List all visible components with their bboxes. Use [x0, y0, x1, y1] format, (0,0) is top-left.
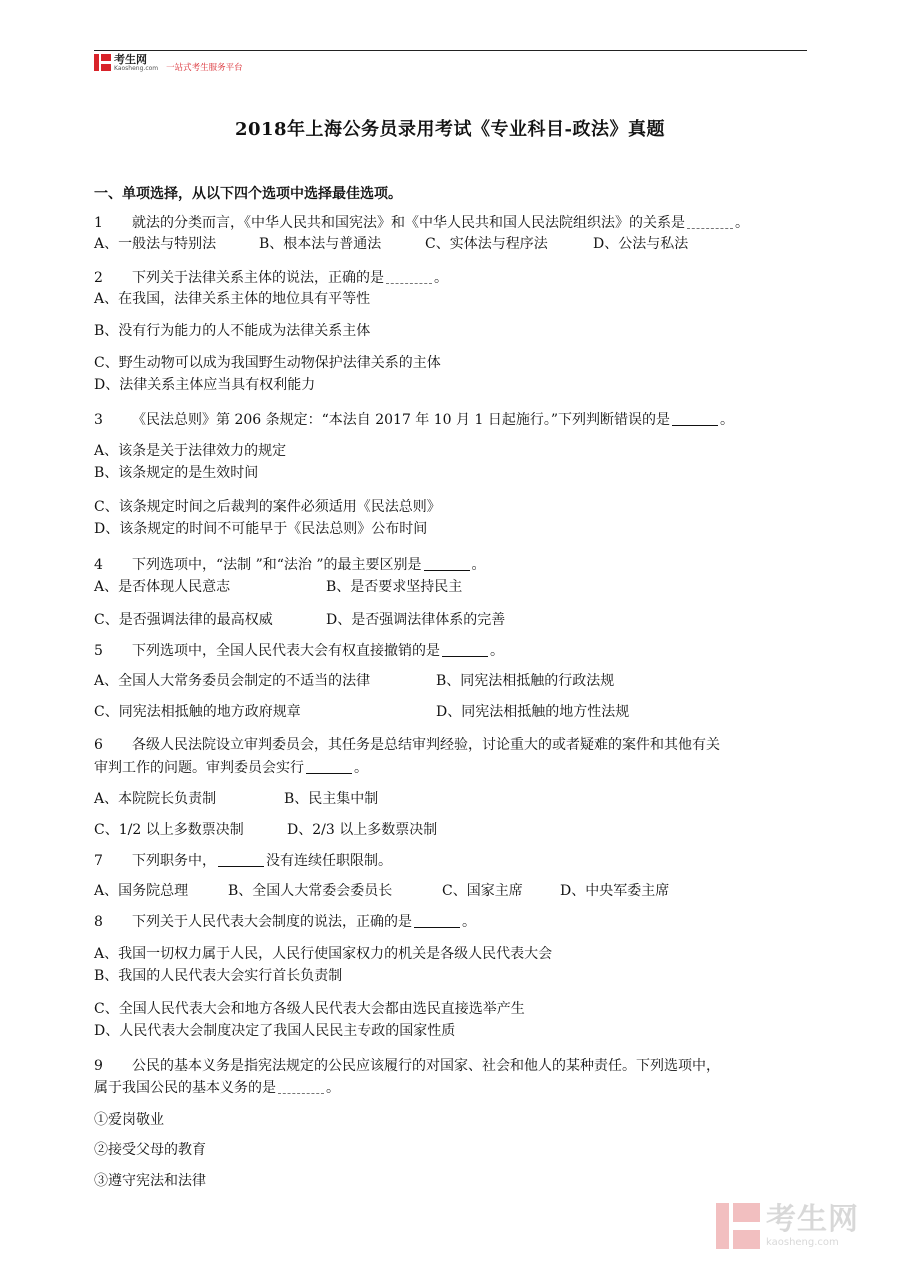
question-stem: 下列职务中，: [132, 853, 216, 869]
option-a: A、我国一切权力属于人民，人民行使国家权力的机关是各级人民代表大会: [94, 946, 553, 962]
header-rule: [94, 50, 807, 51]
list-item: ③遵守宪法和法律: [94, 1173, 206, 1189]
question-4: 4 下列选项中，“法制 ”和“法治 ”的最主要区别是 。: [94, 557, 486, 573]
option-d: D、是否强调法律体系的完善: [326, 612, 506, 628]
logo-domain: Kaosheng.com: [114, 65, 159, 72]
answer-blank: [424, 556, 470, 571]
option-a: A、本院院长负责制: [94, 791, 217, 807]
question-1: 1 就法的分类而言，《中华人民共和国宪法》和《中华人民共和国人民法院组织法》的关系是 。: [94, 215, 749, 231]
answer-blank: [386, 269, 432, 284]
question-9-continued: 属于我国公民的基本义务的是 。: [94, 1080, 340, 1096]
logo-text: [114, 54, 158, 72]
option-c: C、是否强调法律的最高权威: [94, 612, 273, 628]
option-c: C、同宪法相抵触的地方政府规章: [94, 704, 301, 720]
option-a: A、一般法与特别法: [94, 236, 217, 252]
option-a: A、在我国，法律关系主体的地位具有平等性: [94, 291, 371, 307]
question-stem: 下列关于人民代表大会制度的说法，正确的是: [132, 914, 412, 930]
option-c: C、国家主席: [442, 883, 523, 899]
option-d: D、该条规定的时间不可能早于《民法总则》公布时间: [94, 521, 428, 537]
watermark-domain: kaosheng.com: [766, 1236, 839, 1248]
question-stem: 各级人民法院设立审判委员会，其任务是总结审判经验，讨论重大的或者疑难的案件和其他有关: [132, 737, 720, 753]
list-item: ①爱岗敬业: [94, 1112, 164, 1128]
watermark-text: [766, 1201, 859, 1248]
option-a: A、国务院总理: [94, 883, 189, 899]
option-a: A、该条是关于法律效力的规定: [94, 443, 287, 459]
question-5: 5 下列选项中，全国人民代表大会有权直接撤销的是 。: [94, 643, 504, 659]
question-number: 1: [94, 215, 103, 231]
answer-blank: [672, 411, 718, 426]
option-b: B、全国人大常委会委员长: [228, 883, 393, 899]
option-b: B、根本法与普通法: [259, 236, 382, 252]
answer-blank: [278, 1079, 324, 1094]
option-b: B、民主集中制: [284, 791, 379, 807]
option-d: D、同宪法相抵触的地方性法规: [436, 704, 630, 720]
question-2: 2 下列关于法律关系主体的说法，正确的是 。: [94, 270, 448, 286]
question-9: [94, 1056, 720, 1076]
answer-blank: [687, 214, 733, 229]
question-stem: 就法的分类而言，《中华人民共和国宪法》和《中华人民共和国人民法院组织法》的关系是: [132, 215, 685, 231]
question-stem: 下列选项中，全国人民代表大会有权直接撤销的是: [132, 643, 440, 659]
question-6-continued: 审判工作的问题。审判委员会实行 。: [94, 760, 368, 776]
option-b: B、没有行为能力的人不能成为法律关系主体: [94, 323, 371, 339]
question-number: 3: [94, 412, 103, 428]
question-stem: 下列关于法律关系主体的说法，正确的是: [132, 270, 384, 286]
option-c: C、全国人民代表大会和地方各级人民代表大会都由选民直接选举产生: [94, 1001, 525, 1017]
question-number: 7: [94, 853, 103, 869]
option-b: B、我国的人民代表大会实行首长负责制: [94, 968, 343, 984]
section-heading: 一、单项选择，从以下四个选项中选择最佳选项。: [94, 186, 402, 202]
question-number: 4: [94, 557, 103, 573]
watermark-name: 考生网: [766, 1201, 859, 1237]
question-7: 7 下列职务中， 没有连续任职限制。: [94, 853, 392, 869]
watermark-mark-icon: [716, 1203, 760, 1249]
answer-blank: [218, 852, 264, 867]
list-item: ②接受父母的教育: [94, 1142, 206, 1158]
answer-blank: [414, 913, 460, 928]
question-number: 9: [94, 1058, 103, 1074]
option-a: A、全国人大常务委员会制定的不适当的法律: [94, 673, 371, 689]
option-c: C、该条规定时间之后裁判的案件必须适用《民法总则》: [94, 499, 441, 515]
option-b: B、该条规定的是生效时间: [94, 465, 259, 481]
question-6: [94, 735, 720, 755]
question-stem: 公民的基本义务是指宪法规定的公民应该履行的对国家、社会和他人的某种责任。下列选项中，: [132, 1058, 720, 1074]
question-number: 6: [94, 737, 103, 753]
site-logo[interactable]: [94, 54, 243, 73]
question-stem: 下列选项中，“法制 ”和“法治 ”的最主要区别是: [132, 557, 422, 573]
document-title: 2018年上海公务员录用考试《专业科目-政法》真题: [234, 119, 666, 140]
option-b: B、同宪法相抵触的行政法规: [436, 673, 615, 689]
option-d: D、公法与私法: [593, 236, 689, 252]
option-b: B、是否要求坚持民主: [326, 579, 463, 595]
answer-blank: [442, 642, 488, 657]
option-d: D、中央军委主席: [560, 883, 670, 899]
question-number: 2: [94, 270, 103, 286]
option-d: D、2/3 以上多数票决制: [287, 822, 438, 838]
option-d: D、人民代表大会制度决定了我国人民民主专政的国家性质: [94, 1023, 456, 1039]
question-stem-continued: 属于我国公民的基本义务的是: [94, 1080, 276, 1096]
option-c: C、野生动物可以成为我国野生动物保护法律关系的主体: [94, 355, 441, 371]
option-a: A、是否体现人民意志: [94, 579, 231, 595]
question-3: 3 《民法总则》第 206 条规定：“本法自 2017 年 10 月 1 日起施行。”下列判断错误的是 。: [94, 412, 734, 428]
question-number: 8: [94, 914, 103, 930]
question-number: 5: [94, 643, 103, 659]
option-c: C、实体法与程序法: [425, 236, 548, 252]
answer-blank: [306, 759, 352, 774]
option-c: C、1/2 以上多数票决制: [94, 822, 244, 838]
question-8: 8 下列关于人民代表大会制度的说法，正确的是 。: [94, 914, 476, 930]
logo-name: 考生网: [114, 53, 147, 66]
watermark-logo: [716, 1203, 859, 1249]
logo-mark-icon: [94, 54, 111, 71]
option-d: D、法律关系主体应当具有权利能力: [94, 377, 316, 393]
question-stem-continued: 审判工作的问题。审判委员会实行: [94, 760, 304, 776]
logo-slogan: 一站式考生服务平台: [166, 63, 243, 73]
question-stem: 《民法总则》第 206 条规定：“本法自 2017 年 10 月 1 日起施行。”下列判断错误的是: [132, 412, 670, 428]
